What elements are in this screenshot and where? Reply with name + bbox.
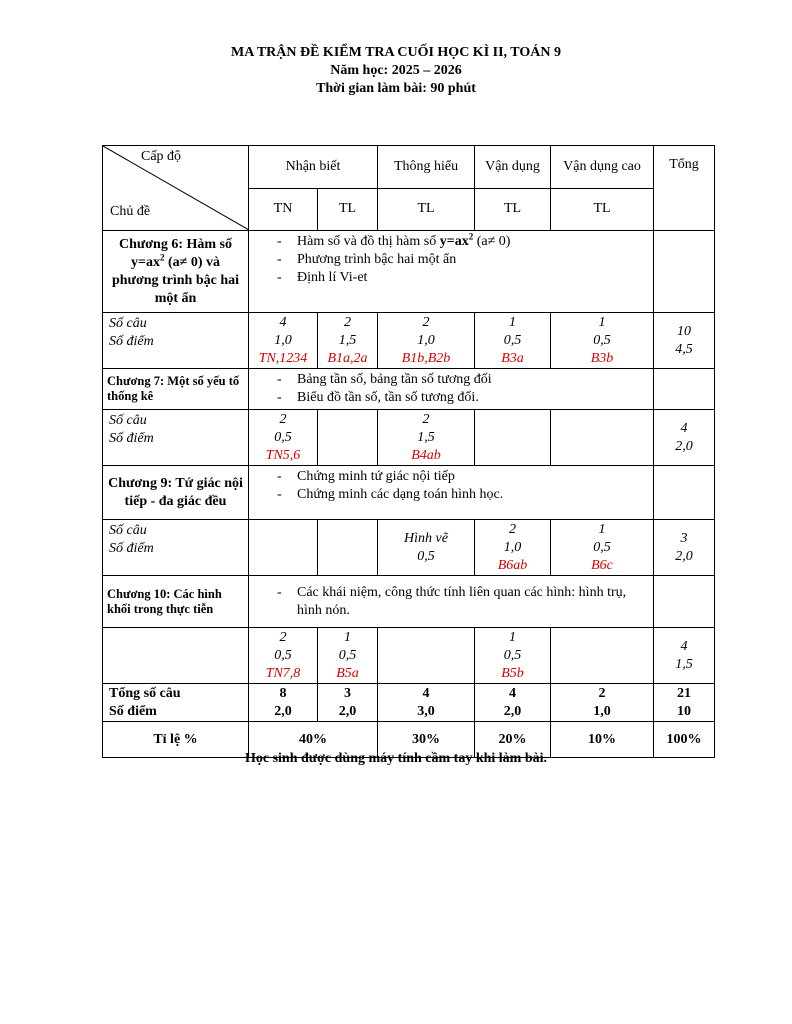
count-score-row [103, 520, 715, 576]
matrix-cell: 2 0,5 TN5,6 [249, 410, 318, 466]
matrix-cell: Hình vẽ 0,5 [378, 520, 475, 576]
chapter-topics [249, 576, 654, 628]
empty-cell [654, 231, 715, 313]
chapter-name: Chương 10: Các hình khối trong thực tiễn [103, 576, 249, 628]
topic-item: - Biểu đồ tần số, tần số tương đối. [273, 389, 647, 407]
ratio-cell: 20% [475, 722, 551, 758]
matrix-cell: 1 0,5 B3b [551, 313, 654, 369]
matrix-cell: 2 1,5 B4ab [378, 410, 475, 466]
matrix-cell [249, 520, 318, 576]
ratio-cell: 100% [654, 722, 715, 758]
chapter-name: Chương 7: Một số yếu tố thống kê [103, 369, 249, 410]
count-score-row [103, 313, 715, 369]
form-cell: TN [249, 188, 318, 231]
footer-note: Học sinh được dùng máy tính cầm tay khi làm bài. [244, 751, 548, 766]
corner-topic-label: Chủ đề [110, 204, 151, 219]
matrix-cell: 2 1,0 B1b,B2b [378, 313, 475, 369]
matrix-cell: 2 0,5 TN7,8 [249, 628, 318, 684]
header-row-levels [103, 146, 715, 189]
matrix-cell [378, 628, 475, 684]
topic-item: - Các khái niệm, công thức tính liên quan các hình: hình trụ, hình nón. [273, 584, 647, 620]
total-cell: 4 3,0 [378, 684, 475, 722]
school-year: Năm học: 2025 – 2026 [330, 63, 462, 78]
chapter-topics [249, 369, 654, 410]
count-score-label: Số câu Số điểm [103, 520, 249, 576]
matrix-cell: 1 0,5 B5b [475, 628, 551, 684]
row-total: 4 1,5 [654, 628, 715, 684]
matrix-cell: 2 1,5 B1a,2a [318, 313, 378, 369]
corner-cell [103, 146, 249, 231]
row-total: 3 2,0 [654, 520, 715, 576]
chapter-row [103, 231, 715, 313]
form-cell: TL [318, 188, 378, 231]
row-total: 4 2,0 [654, 410, 715, 466]
level-apply-high: Vận dụng cao [551, 146, 654, 189]
total-cell: 4 2,0 [475, 684, 551, 722]
matrix-cell: 1 0,5 B6c [551, 520, 654, 576]
total-cell: 2 1,0 [551, 684, 654, 722]
chapter-topics [249, 231, 654, 313]
empty-cell [654, 369, 715, 410]
matrix-cell: 4 1,0 TN,1234 [249, 313, 318, 369]
exam-matrix-table [102, 145, 715, 758]
level-recognize: Nhận biết [249, 146, 378, 189]
chapter-name: Chương 6: Hàm số $y=ax^2$ (a≠ 0) và phương trình bậc hai một ẩn [103, 231, 249, 313]
form-cell: TL [475, 188, 551, 231]
grand-total-cell: 21 10 [654, 684, 715, 722]
totals-label: Tổng số câu Số điểm [103, 684, 249, 722]
exam-duration: Thời gian làm bài: 90 phút [316, 81, 476, 96]
matrix-cell: 1 0,5 B5a [318, 628, 378, 684]
chapter-topics [249, 466, 654, 520]
chapter-row [103, 466, 715, 520]
ratio-label: Tỉ lệ % [103, 722, 249, 758]
matrix-cell [551, 410, 654, 466]
matrix-cell [475, 410, 551, 466]
totals-row [103, 684, 715, 722]
count-score-label: Số câu Số điểm [103, 313, 249, 369]
topic-item: - Phương trình bậc hai một ẩn [273, 251, 647, 269]
level-total: Tổng [654, 146, 715, 231]
form-cell: TL [378, 188, 475, 231]
topic-item: - Chứng minh các dạng toán hình học. [273, 486, 647, 504]
form-cell: TL [551, 188, 654, 231]
corner-level-label: Cấp độ [141, 149, 182, 164]
count-score-label: Số câu Số điểm [103, 410, 249, 466]
page-title: MA TRẬN ĐỀ KIỂM TRA CUỐI HỌC KÌ II, TOÁN 9 [231, 45, 561, 60]
chapter-row [103, 369, 715, 410]
matrix-cell: 1 0,5 B3a [475, 313, 551, 369]
empty-label-cell [103, 628, 249, 684]
topic-item: - Bảng tần số, bảng tần số tương đối [273, 371, 647, 389]
count-score-row [103, 410, 715, 466]
empty-cell [654, 466, 715, 520]
empty-cell [654, 576, 715, 628]
ratio-cell: 40% [249, 722, 378, 758]
matrix-cell: 2 1,0 B6ab [475, 520, 551, 576]
matrix-cell [318, 520, 378, 576]
level-understand: Thông hiểu [378, 146, 475, 189]
topic-item: - Chứng minh tứ giác nội tiếp [273, 468, 647, 486]
total-cell: 8 2,0 [249, 684, 318, 722]
level-apply: Vận dụng [475, 146, 551, 189]
chapter-row [103, 576, 715, 628]
row-total: 10 4,5 [654, 313, 715, 369]
ratio-cell: 30% [378, 722, 475, 758]
topic-item: - Hàm số và đồ thị hàm số $y=ax^2$ (a≠ 0) [273, 233, 647, 251]
topic-item: - Định lí Vi-et [273, 269, 647, 287]
chapter-name: Chương 9: Tứ giác nội tiếp - đa giác đều [103, 466, 249, 520]
matrix-cell [318, 410, 378, 466]
ratio-cell: 10% [551, 722, 654, 758]
matrix-cell [551, 628, 654, 684]
total-cell: 3 2,0 [318, 684, 378, 722]
count-score-row [103, 628, 715, 684]
